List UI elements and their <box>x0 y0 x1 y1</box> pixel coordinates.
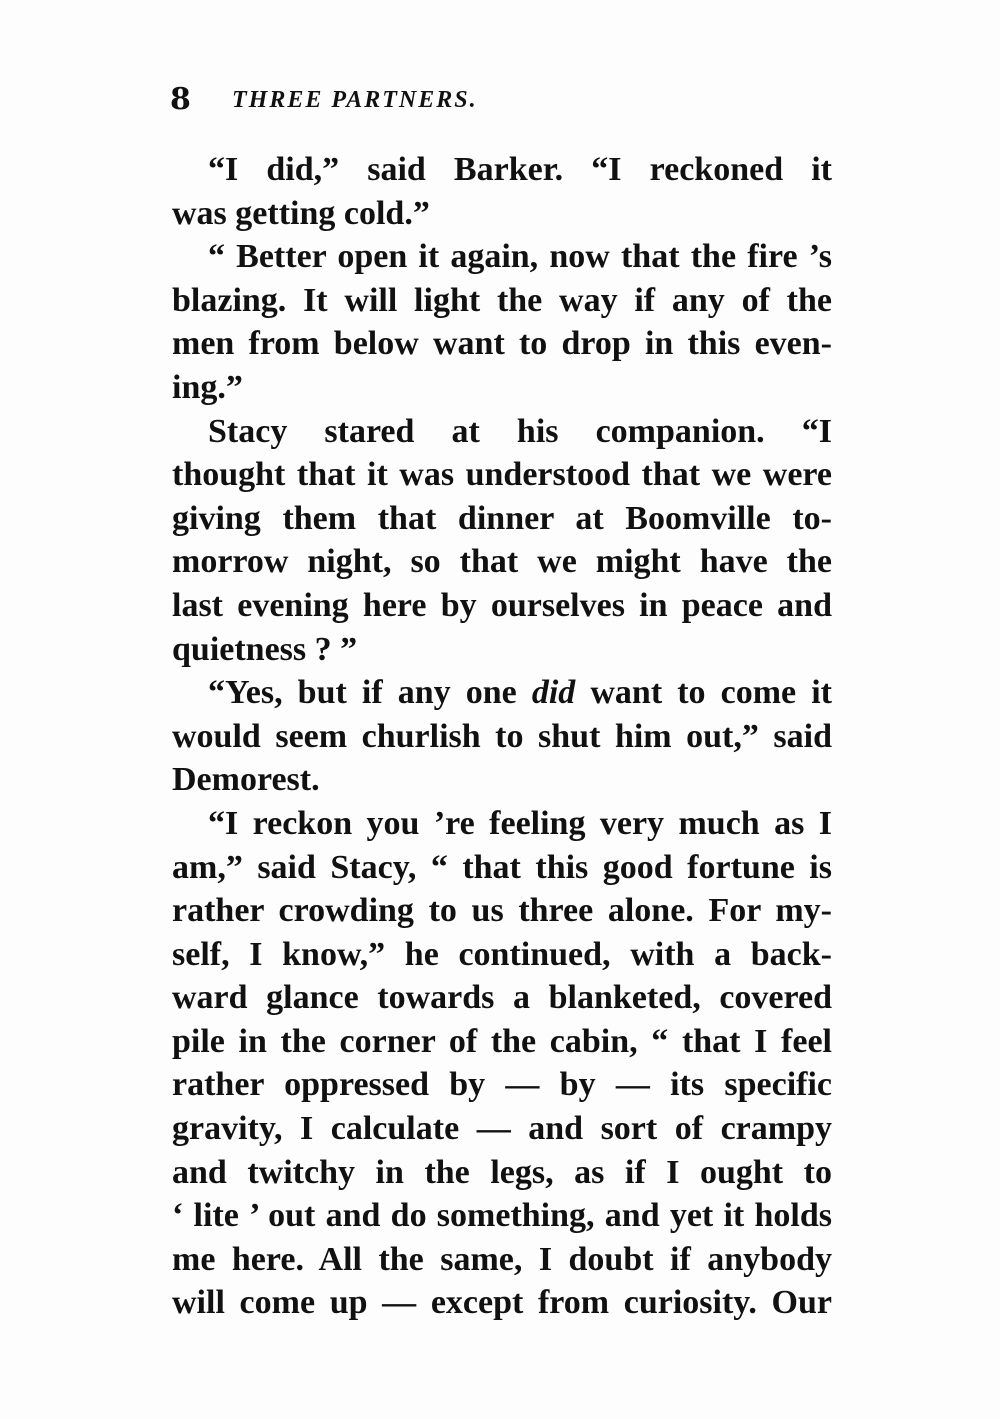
text-line <box>172 671 832 715</box>
text-span: want to come it <box>575 674 832 712</box>
text-line: would seem churlish to shut him out,” said <box>172 717 832 755</box>
emphasized-word: did <box>531 674 576 712</box>
text-line: ing.” <box>172 368 243 406</box>
text-line: Demorest. <box>172 761 320 799</box>
text-line: ward glance towards a blanketed, covered <box>172 979 832 1017</box>
text-line: am,” said Stacy, “ that this good fortune is <box>172 848 832 886</box>
text-line: pile in the corner of the cabin, “ that I feel <box>172 1022 832 1060</box>
text-line: “I did,” said Barker. “I reckoned it <box>208 151 832 188</box>
text-line: men from below want to drop in this even- <box>172 325 832 363</box>
text-line: rather crowding to us three alone. For my- <box>172 892 832 930</box>
text-line: me here. All the same, I doubt if anybody <box>172 1240 832 1278</box>
text-line: will come up — except from curiosity. Our <box>172 1284 832 1322</box>
text-line: and twitchy in the legs, as if I ought to <box>172 1153 832 1191</box>
text-line: thought that it was understood that we were <box>172 456 832 494</box>
text-span: “Yes, but if any one <box>208 674 532 712</box>
text-line: “ Better open it again, now that the fire ’s <box>208 238 832 276</box>
text-line: gravity, I calculate — and sort of crampy <box>172 1110 832 1148</box>
text-line: self, I know,” he continued, with a back- <box>172 935 832 973</box>
running-title: THREE PARTNERS. <box>232 87 478 113</box>
body-text <box>172 148 832 1325</box>
text-line: “I reckon you ’re feeling very much as I <box>208 804 832 842</box>
text-line: morrow night, so that we might have the <box>172 543 832 581</box>
text-line: rather oppressed by — by — its specific <box>172 1066 832 1104</box>
text-line: last evening here by ourselves in peace and <box>172 586 832 624</box>
text-line: quietness ? ” <box>172 630 358 668</box>
page-number: 8 <box>170 82 191 117</box>
text-line: ‘ lite ’ out and do something, and yet it holds <box>172 1197 832 1235</box>
text-line: giving them that dinner at Boomville to- <box>172 499 832 537</box>
text-line: blazing. It will light the way if any of the <box>172 281 832 319</box>
page-header <box>170 82 832 122</box>
text-line: was getting cold.” <box>172 194 430 232</box>
text-line: Stacy stared at his companion. “I <box>208 412 832 450</box>
